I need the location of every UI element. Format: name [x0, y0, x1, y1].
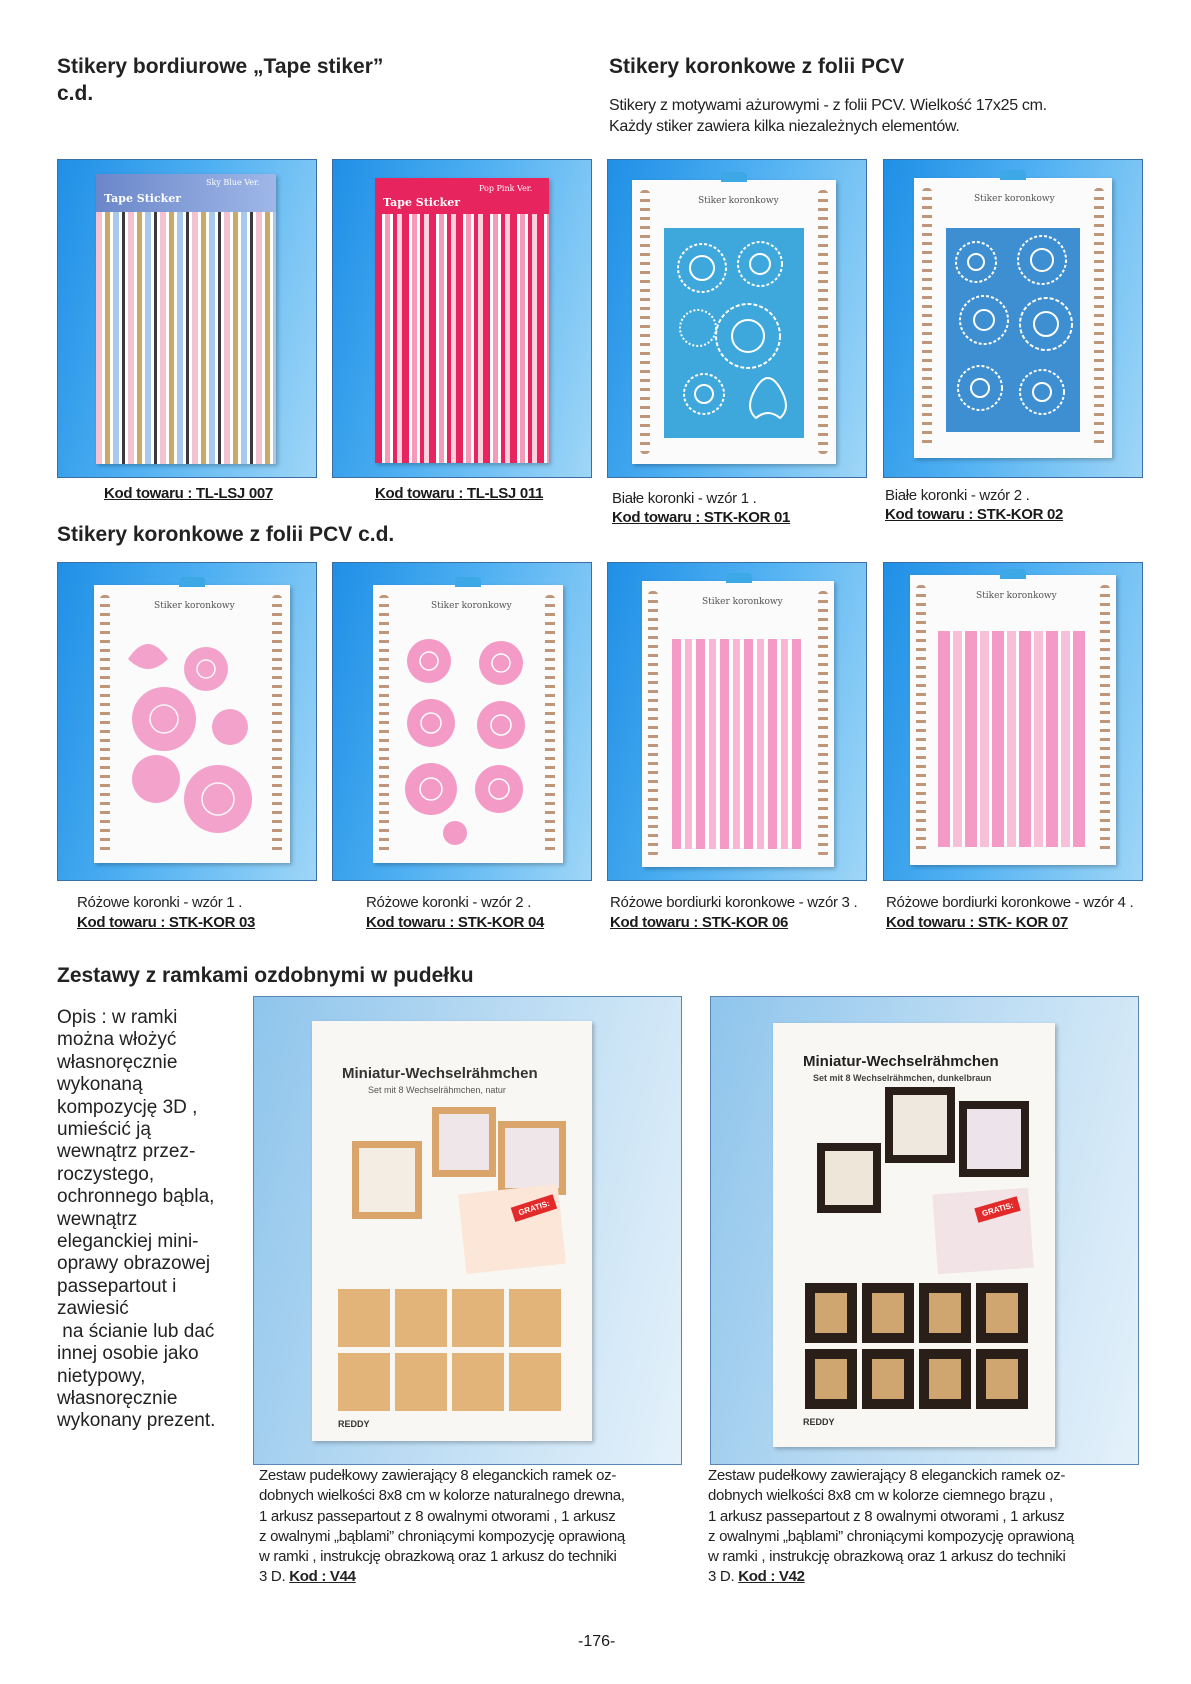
description-line: dobnych wielkości 8x8 cm w kolorze naturalnego drewna, — [259, 1487, 625, 1505]
description-line: 1 arkusz passepartout z 8 owalnymi otworami , 1 arkusz — [708, 1507, 1065, 1525]
product-code-v44: Kod : V44 — [289, 1568, 356, 1586]
description-v44 — [259, 1466, 679, 1588]
opis-line: ochronnego bąbla, — [57, 1186, 215, 1208]
product-code-stk-kor-03: Kod towaru : STK-KOR 03 — [77, 914, 256, 931]
caption-stk-kor-07: Różowe bordiurki koronkowe - wzór 4 . — [886, 894, 1134, 911]
opis-line: zawiesić — [57, 1298, 129, 1320]
opis-line: wykonaną — [57, 1074, 143, 1096]
box-subtitle: Set mit 8 Wechselrähmchen, natur — [368, 1085, 506, 1095]
vine-ornament-left — [922, 188, 932, 448]
description-last-line — [259, 1567, 679, 1587]
lace-description — [609, 95, 1047, 137]
description-line: z owalnymi „bąblami” chroniącymi kompozycję oprawioną — [708, 1527, 1074, 1545]
vine-ornament-right — [818, 190, 828, 454]
opis-line: roczystego, — [57, 1163, 155, 1185]
opis-line: kompozycję 3D , — [57, 1096, 198, 1118]
frame-inner-cork — [805, 1283, 1031, 1411]
hang-tab — [179, 577, 205, 587]
lace-pack-pink-4 — [910, 575, 1116, 865]
sample-frame — [432, 1107, 496, 1177]
product-code-tl-lsj-011: Kod towaru : TL-LSJ 011 — [375, 485, 544, 502]
product-photo-v44 — [253, 996, 682, 1465]
lace-desc-line1: Stikery z motywami ażurowymi - z folii PCV. Wielkość 17x25 cm. — [609, 97, 1047, 114]
tape-sticker-pack-blue — [96, 174, 276, 464]
frames-description — [57, 1007, 247, 1433]
page-number: -176- — [578, 1633, 616, 1650]
pack-label: Stiker koronkowy — [976, 591, 1057, 601]
lace-cd-section-title: Stikery koronkowe z folii PCV c.d. — [57, 523, 395, 546]
opis-line: wewnątrz — [57, 1208, 138, 1230]
pack-label: Stiker koronkowy — [974, 194, 1055, 204]
product-code-v42: Kod : V42 — [738, 1568, 805, 1586]
product-photo-stk-kor-06 — [607, 562, 867, 881]
hang-tab — [1000, 569, 1026, 579]
pack-label: Tape Sticker — [383, 196, 461, 209]
opis-line: eleganckiej mini- — [57, 1231, 199, 1253]
hang-tab — [726, 573, 752, 583]
box-title: Miniatur-Wechselrähmchen — [342, 1065, 538, 1082]
product-code-stk-kor-01: Kod towaru : STK-KOR 01 — [612, 509, 791, 526]
description-line: w ramki , instrukcję obrazkową oraz 1 arkusz do techniki — [708, 1548, 1066, 1566]
vine-ornament-right — [1094, 188, 1104, 448]
opis-line: Opis : w ramki — [57, 1007, 178, 1028]
frames-section-title: Zestawy z ramkami ozdobnymi w pudełku — [57, 964, 474, 987]
vine-ornament-left — [100, 595, 110, 853]
pink-border-strips — [938, 631, 1088, 847]
pack-sublabel: Sky Blue Ver. — [206, 178, 260, 187]
product-photo-stk-kor-04 — [332, 562, 592, 881]
caption-stk-kor-01: Białe koronki - wzór 1 . — [612, 490, 757, 507]
pack-label: Stiker koronkowy — [431, 601, 512, 611]
description-line: 1 arkusz passepartout z 8 owalnymi otworami , 1 arkusz — [259, 1507, 616, 1525]
lace-sheet — [946, 228, 1080, 432]
description-last-line — [708, 1567, 1128, 1587]
pack-sublabel: Pop Pink Ver. — [479, 184, 533, 193]
description-v42 — [708, 1466, 1128, 1588]
dark-frames-grid — [805, 1283, 1031, 1411]
product-code-tl-lsj-007: Kod towaru : TL-LSJ 007 — [104, 485, 273, 502]
sample-frame — [959, 1101, 1029, 1177]
frame-box-dark — [773, 1023, 1055, 1447]
lace-section-title: Stikery koronkowe z folii PCV — [609, 55, 905, 78]
lace-desc-line2: Każdy stiker zawiera kilka niezależnych elementów. — [609, 118, 960, 135]
product-photo-stk-kor-07 — [883, 562, 1143, 881]
product-code-stk-kor-07: Kod towaru : STK- KOR 07 — [886, 914, 1068, 931]
gratis-badge: GRATIS: — [511, 1194, 558, 1222]
pack-label: Tape Sticker — [104, 192, 182, 205]
tape-title-line1: Stikery bordiurowe „Tape stiker” — [57, 55, 384, 78]
opis-line: passepartout i — [57, 1275, 177, 1297]
product-photo-tl-lsj-011 — [332, 159, 592, 478]
caption-stk-kor-06: Różowe bordiurki koronkowe - wzór 3 . — [610, 894, 858, 911]
vine-ornament-left — [379, 595, 389, 853]
lace-pack-pink-2 — [373, 585, 563, 863]
box-subtitle: Set mit 8 Wechselrähmchen, dunkelbraun — [813, 1073, 992, 1083]
opis-line: wykonany prezent. — [57, 1410, 216, 1432]
vine-ornament-left — [648, 591, 658, 857]
opis-line: własnoręcznie — [57, 1387, 178, 1409]
lace-pack-pink-3 — [642, 581, 834, 867]
caption-stk-kor-02: Białe koronki - wzór 2 . — [885, 487, 1030, 504]
gratis-badge: GRATIS: — [974, 1196, 1021, 1223]
hang-tab — [721, 172, 747, 182]
description-line: dobnych wielkości 8x8 cm w kolorze ciemnego brązu , — [708, 1487, 1053, 1505]
pink-lace-doilies — [395, 633, 541, 847]
product-code-stk-kor-06: Kod towaru : STK-KOR 06 — [610, 914, 789, 931]
box-title: Miniatur-Wechselrähmchen — [803, 1053, 999, 1070]
bonus-sheet — [458, 1184, 566, 1274]
vine-ornament-right — [1100, 585, 1110, 855]
product-photo-stk-kor-03 — [57, 562, 317, 881]
hang-tab — [1000, 170, 1026, 180]
description-prefix: 3 D. — [259, 1568, 290, 1586]
sample-frame — [352, 1141, 422, 1219]
tape-sticker-pack-pink — [375, 178, 549, 463]
opis-line: innej osobie jako — [57, 1343, 199, 1365]
product-photo-stk-kor-01 — [607, 159, 867, 478]
lace-pack-white-1 — [632, 180, 836, 464]
product-photo-tl-lsj-007 — [57, 159, 317, 478]
lace-pack-white-2 — [914, 178, 1112, 458]
lace-doilies — [946, 228, 1080, 432]
wooden-frames-grid — [338, 1289, 566, 1415]
tape-title-line2: c.d. — [57, 82, 94, 105]
opis-line: można włożyć — [57, 1029, 177, 1051]
description-line: z owalnymi „bąblami” chroniącymi kompozycję oprawioną — [259, 1527, 625, 1545]
lace-doilies — [664, 228, 804, 438]
lace-sheet — [664, 228, 804, 438]
description-prefix: 3 D. — [708, 1568, 739, 1586]
opis-line: własnoręcznie — [57, 1051, 178, 1073]
lace-pack-pink-1 — [94, 585, 290, 863]
product-photo-v42 — [710, 996, 1139, 1465]
brand-logo: REDDY — [338, 1419, 370, 1429]
pink-border-strips — [672, 639, 804, 849]
bonus-sheet — [932, 1188, 1033, 1275]
opis-line: oprawy obrazowej — [57, 1253, 211, 1275]
vine-ornament-right — [818, 591, 828, 857]
vine-ornament-left — [916, 585, 926, 855]
product-photo-stk-kor-02 — [883, 159, 1143, 478]
pack-label: Stiker koronkowy — [154, 601, 235, 611]
pack-label: Stiker koronkowy — [698, 196, 779, 206]
vine-ornament-left — [640, 190, 650, 454]
description-line: Zestaw pudełkowy zawierający 8 eleganckich ramek oz- — [708, 1467, 1066, 1484]
hang-tab — [455, 577, 481, 587]
caption-stk-kor-03: Różowe koronki - wzór 1 . — [77, 894, 243, 911]
description-line: w ramki , instrukcję obrazkową oraz 1 arkusz do techniki — [259, 1548, 617, 1566]
caption-stk-kor-04: Różowe koronki - wzór 2 . — [366, 894, 532, 911]
vine-ornament-right — [272, 595, 282, 853]
sample-frame — [817, 1143, 881, 1213]
product-code-stk-kor-02: Kod towaru : STK-KOR 02 — [885, 506, 1064, 523]
opis-line: wewnątrz przez- — [57, 1141, 196, 1163]
frame-box-natural — [312, 1021, 592, 1441]
sample-frame — [885, 1087, 955, 1163]
opis-line: nietypowy, — [57, 1365, 146, 1387]
pink-lace-shapes — [118, 629, 268, 849]
description-line: Zestaw pudełkowy zawierający 8 eleganckich ramek oz- — [259, 1467, 617, 1484]
opis-line: na ścianie lub dać — [57, 1320, 215, 1342]
pack-label: Stiker koronkowy — [702, 597, 783, 607]
tape-section-title — [57, 53, 383, 107]
brand-logo: REDDY — [803, 1417, 835, 1427]
opis-line: umieścić ją — [57, 1119, 151, 1141]
vine-ornament-right — [545, 595, 555, 853]
product-code-stk-kor-04: Kod towaru : STK-KOR 04 — [366, 914, 545, 931]
